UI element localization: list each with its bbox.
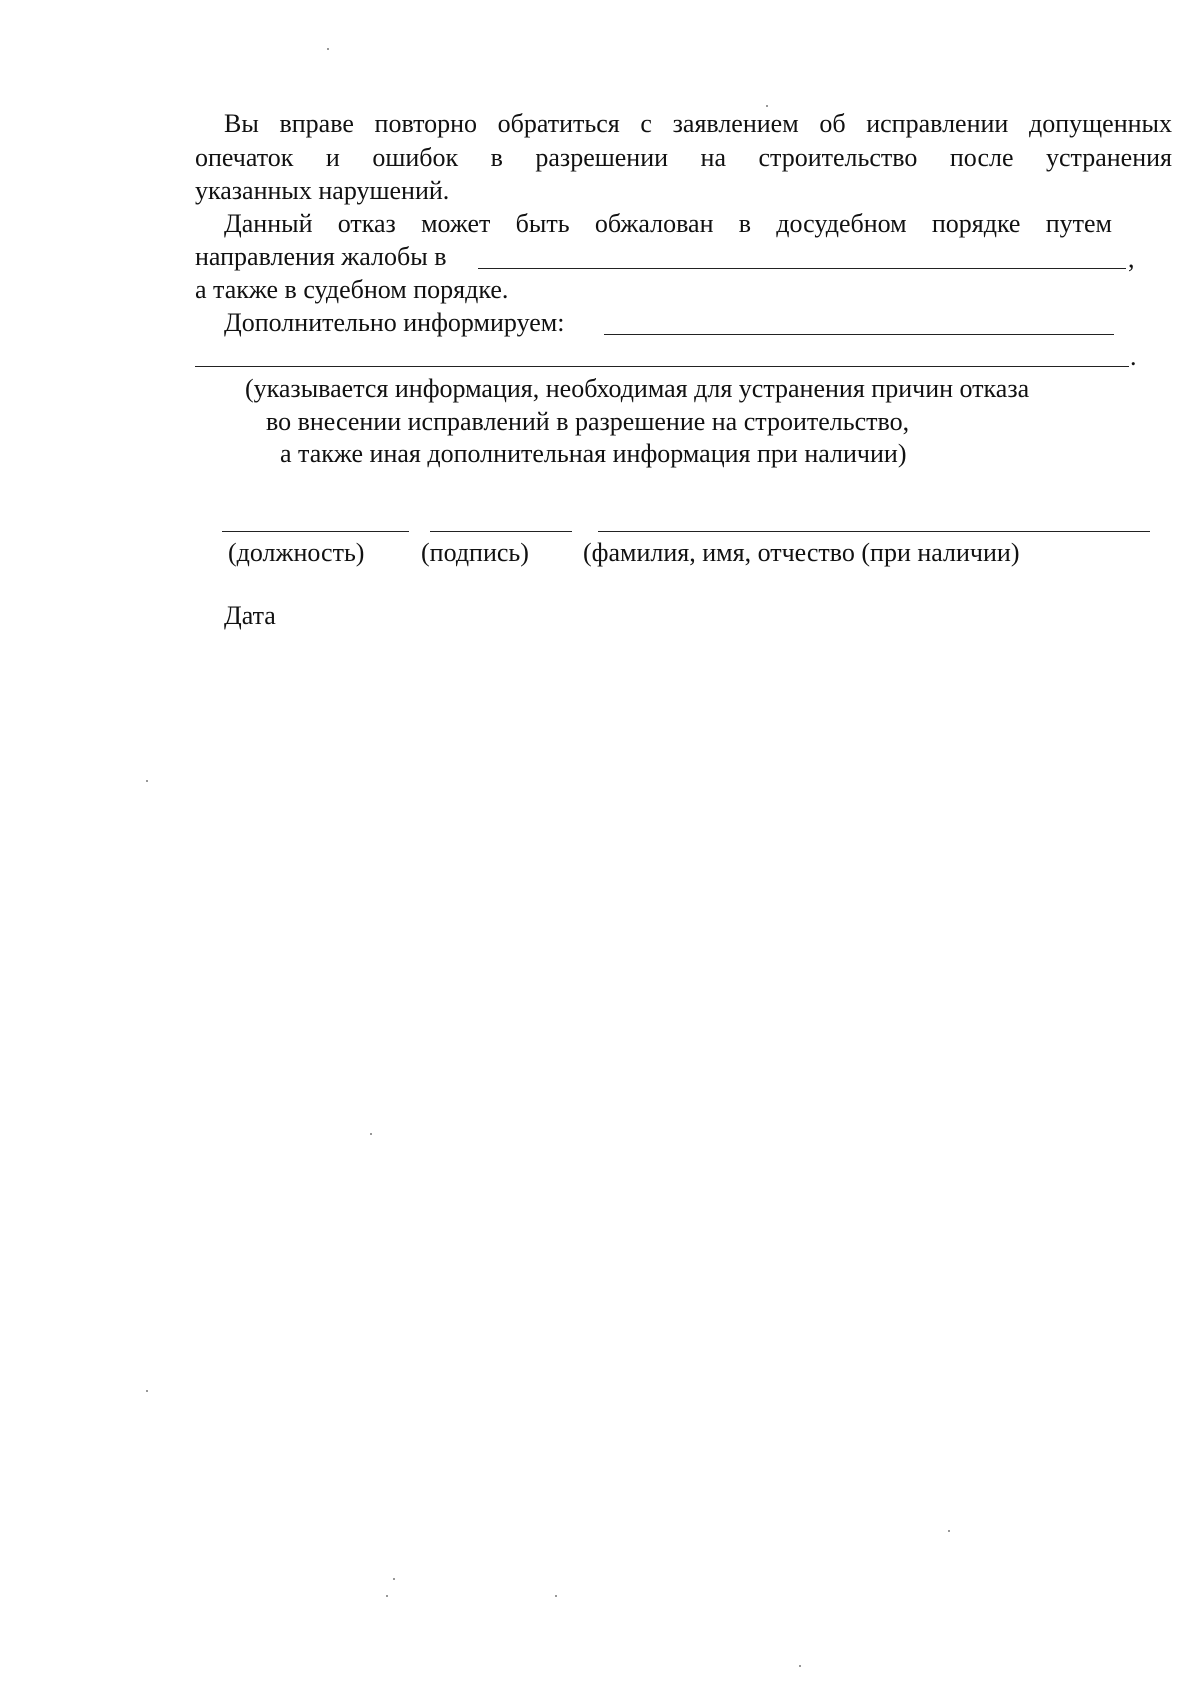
para2-line1: Данный отказ может быть обжалован в досудебном порядке путем [224,209,1112,238]
additional-info-line-1 [604,334,1114,335]
scan-speck [327,48,329,50]
para3-prefix: Дополнительно информируем: [224,308,565,337]
position-label: (должность) [228,538,365,567]
para2-line2-suffix: , [1128,244,1135,273]
scan-speck [370,1133,372,1135]
hint-line1: (указывается информация, необходимая для устранения причин отказа [245,374,1030,403]
para1-line1: Вы вправе повторно обратиться с заявлением об исправлении допущенных [224,109,1172,138]
para2-line2-prefix: направления жалобы в [195,242,447,271]
para1-line2: опечаток и ошибок в разрешении на строительство после устранения [195,143,1172,172]
additional-info-line-2 [195,366,1129,367]
signature-line [430,531,572,532]
scan-speck [766,105,768,107]
scan-speck [555,1595,557,1597]
date-label: Дата [224,601,276,630]
position-line [222,531,409,532]
para1-line3: указанных нарушений. [195,176,450,205]
signature-label: (подпись) [421,538,529,567]
para3-end-mark: . [1130,342,1137,371]
scan-speck [146,1390,148,1392]
hint-line2: во внесении исправлений в разрешение на строительство, [266,407,910,436]
scan-speck [393,1578,395,1580]
para2-line3: а также в судебном порядке. [195,275,509,304]
scan-speck [948,1530,950,1532]
full-name-line [598,531,1150,532]
complaint-recipient-line [478,268,1126,269]
scan-speck [386,1595,388,1597]
full-name-label: (фамилия, имя, отчество (при наличии) [583,538,1020,567]
scan-speck [799,1665,801,1667]
scan-speck [146,780,148,782]
hint-line3: а также иная дополнительная информация при наличии) [280,439,907,468]
